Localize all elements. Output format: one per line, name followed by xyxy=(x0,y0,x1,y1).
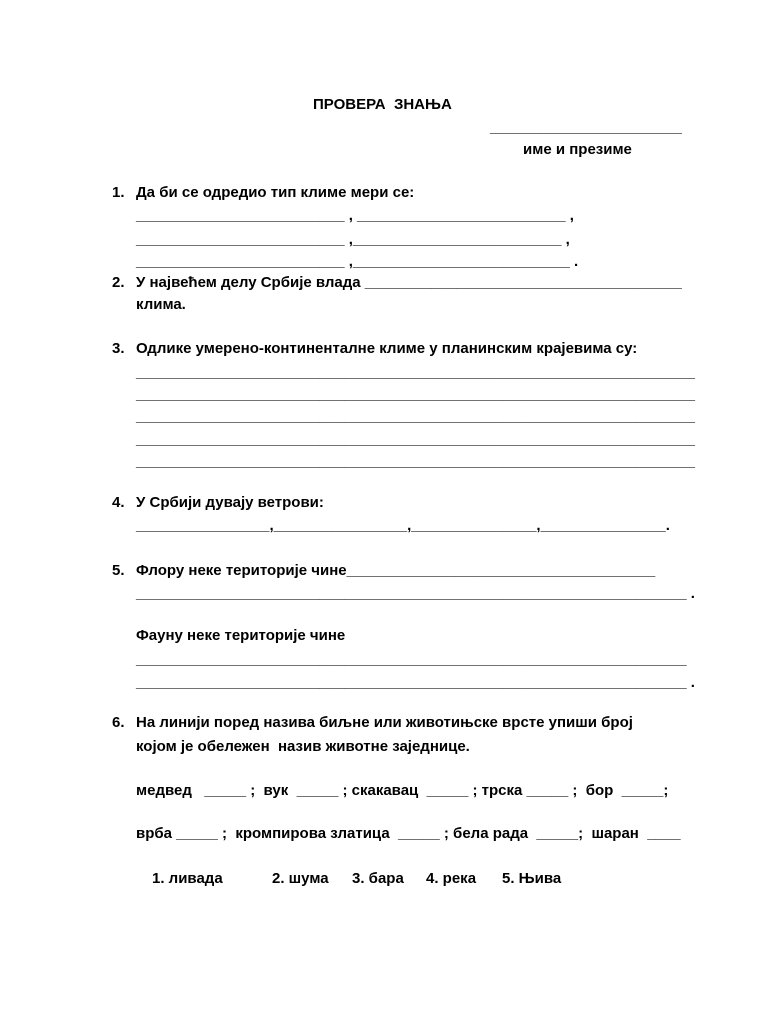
q6-option-njiva: 5. Њива xyxy=(502,870,562,887)
q5-fauna-line-2: __________________________________________________________________ . xyxy=(136,674,695,691)
page-title: ПРОВЕРА ЗНАЊА xyxy=(313,96,452,113)
q6-option-livada: 1. ливада xyxy=(152,870,223,887)
q1-text: Да би се одредио тип климе мери се: xyxy=(136,184,415,201)
q6-option-reka: 4. река xyxy=(426,870,477,887)
q1-number: 1. xyxy=(112,184,125,201)
q4-answer-line: ________________,________________,_______________,_______________. xyxy=(136,517,670,534)
q3-text: Одлике умерено-континенталне климе у планинским крајевима су: xyxy=(136,340,638,357)
q5-fauna-text: Фауну неке територије чине xyxy=(136,627,346,644)
q2-text: У највећем делу Србије влада ______________________________________ xyxy=(136,274,682,291)
q3-answer-line-3: ___________________________________________________________________ xyxy=(136,408,695,425)
q5-fauna-line-1: __________________________________________________________________ xyxy=(136,651,687,668)
q3-answer-line-5: ___________________________________________________________________ xyxy=(136,453,695,470)
q3-answer-line-1: ___________________________________________________________________ xyxy=(136,364,695,381)
q4-text: У Србији дувају ветрови: xyxy=(136,494,324,511)
q5-number: 5. xyxy=(112,562,125,579)
q6-text-line-1: На линији поред назива биљне или животињске врсте упиши број xyxy=(136,714,633,731)
q1-answer-line-3: _________________________ ,__________________________ . xyxy=(136,253,579,270)
q1-answer-line-2: _________________________ ,_________________________ , xyxy=(136,231,570,248)
q6-option-bara: 3. бара xyxy=(352,870,404,887)
q6-option-shuma: 2. шума xyxy=(272,870,329,887)
name-label: име и презиме xyxy=(523,141,632,158)
q3-answer-line-4: ___________________________________________________________________ xyxy=(136,431,695,448)
q5-flora-text: Флору неке територије чине_____________________________________ xyxy=(136,562,656,579)
q6-number: 6. xyxy=(112,714,125,731)
q1-answer-line-1: _________________________ , _________________________ , xyxy=(136,207,574,224)
q2-number: 2. xyxy=(112,274,125,291)
q2-text-continued: клима. xyxy=(136,296,186,313)
q5-flora-line: __________________________________________________________________ . xyxy=(136,585,695,602)
q6-text-line-2: којом је обележен назив животне заједнице. xyxy=(136,738,470,755)
q3-answer-line-2: ___________________________________________________________________ xyxy=(136,386,695,403)
q6-species-row-1: медвед _____ ; вук _____ ; скакавац _____ ; трска _____ ; бор _____; xyxy=(136,782,669,799)
q4-number: 4. xyxy=(112,494,125,511)
q3-number: 3. xyxy=(112,340,125,357)
q6-species-row-2: врба _____ ; кромпирова златица _____ ; бела рада _____; шаран ____ xyxy=(136,825,681,842)
name-line: _______________________ xyxy=(490,119,682,136)
